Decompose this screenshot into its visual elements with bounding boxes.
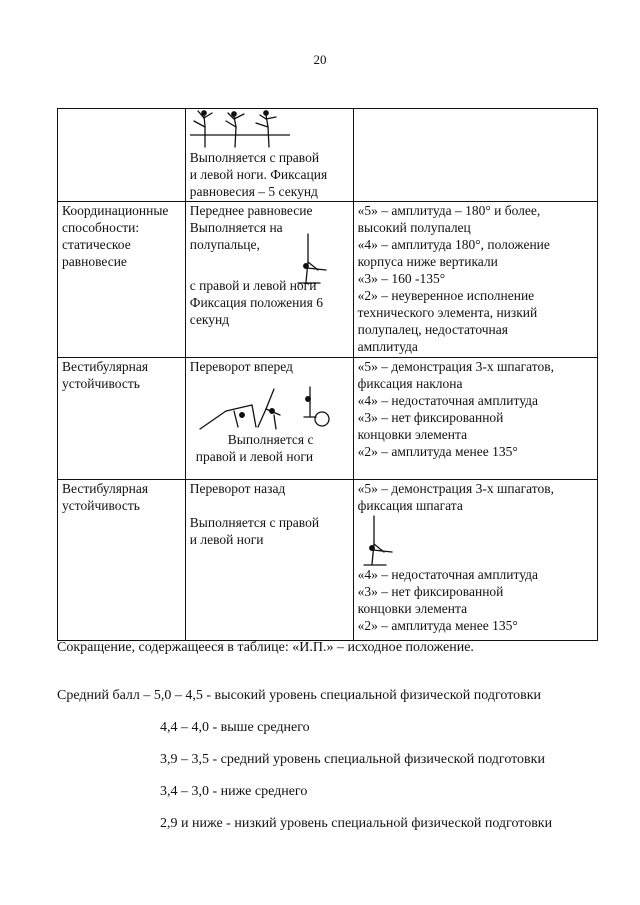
page-number: 20 xyxy=(313,52,327,67)
scoring-line: «5» – демонстрация 3-х шпагатов, xyxy=(357,359,554,374)
exercise-line: и левой ноги xyxy=(189,532,264,547)
row1-exercise-line: и левой ноги. Фиксация xyxy=(189,167,328,182)
exercise-line: секунд xyxy=(189,312,230,327)
scoring-line: концовки элемента xyxy=(357,427,468,442)
exercise-line: Выполняется с xyxy=(227,432,314,447)
row2-exercise-cell xyxy=(185,202,353,358)
exercise-line: Выполняется на xyxy=(189,220,283,235)
row4-exercise-cell xyxy=(185,480,353,641)
criterion-line: Координационные xyxy=(62,203,169,218)
backbend-balance-illustration xyxy=(362,514,398,566)
scale-line-below-average: 3,4 – 3,0 - ниже среднего xyxy=(160,784,308,799)
exercise-line: Переднее равновесие xyxy=(189,203,313,218)
criterion-line: Вестибулярная xyxy=(62,481,149,496)
criterion-line: устойчивость xyxy=(62,376,140,391)
row1-exercise-cell xyxy=(185,109,353,202)
table-row-3 xyxy=(58,358,598,480)
row1-scoring-cell xyxy=(353,109,597,202)
exercise-line: полупальце, xyxy=(189,237,260,252)
row3-scoring-cell xyxy=(353,358,597,480)
row3-criterion-cell xyxy=(58,358,186,480)
row4-criterion-cell xyxy=(58,480,186,641)
table-row-1 xyxy=(58,109,598,202)
scale-line-low: 2,9 и ниже - низкий уровень специальной физической подготовки xyxy=(160,816,553,831)
exercise-line: правой и левой ноги xyxy=(195,449,314,464)
criterion-line: устойчивость xyxy=(62,498,140,513)
front-balance-illustration xyxy=(296,232,332,284)
exercise-line: Переворот вперед xyxy=(189,359,293,374)
exercise-line: Фиксация положения 6 xyxy=(189,295,323,310)
scoring-line: «2» – амплитуда менее 135° xyxy=(357,444,518,459)
criterion-line: Вестибулярная xyxy=(62,359,149,374)
balance-figures-illustration xyxy=(190,109,290,149)
scoring-line: корпуса ниже вертикали xyxy=(357,254,498,269)
scoring-line: «4» – амплитуда 180°, положение xyxy=(357,237,550,252)
scoring-line: «2» – амплитуда менее 135° xyxy=(357,618,518,633)
row1-exercise-line: Выполняется с правой xyxy=(189,150,320,165)
front-walkover-illustration xyxy=(190,375,340,431)
scoring-line: фиксация наклона xyxy=(357,376,463,391)
row1-criterion-cell xyxy=(58,109,186,202)
exercise-line: с правой и левой ноги xyxy=(189,278,317,293)
criterion-line: равновесие xyxy=(62,254,127,269)
scoring-line: технического элемента, низкий xyxy=(357,305,538,320)
scoring-line: высокий полупалец xyxy=(357,220,471,235)
scale-line-average: 3,9 – 3,5 - средний уровень специальной физической подготовки xyxy=(160,752,545,767)
exercise-line: Переворот назад xyxy=(189,481,286,496)
scoring-line: «5» – демонстрация 3-х шпагатов, xyxy=(357,481,554,496)
table-row-4 xyxy=(58,480,598,641)
scoring-line: «5» – амплитуда – 180° и более, xyxy=(357,203,541,218)
assessment-table xyxy=(57,108,598,641)
scale-line-above-average: 4,4 – 4,0 - выше среднего xyxy=(160,720,310,735)
scoring-line: концовки элемента xyxy=(357,601,468,616)
scoring-line: фиксация шпагата xyxy=(357,498,463,513)
scoring-line: амплитуда xyxy=(357,339,418,354)
scoring-line: «3» – 160 -135° xyxy=(357,271,446,286)
abbreviation-note: Сокращение, содержащееся в таблице: «И.П.» – исходное положение. xyxy=(57,640,474,655)
table-row-2 xyxy=(58,202,598,358)
scoring-line: «3» – нет фиксированной xyxy=(357,410,504,425)
criterion-line: статическое xyxy=(62,237,131,252)
scoring-line: «4» – недостаточная амплитуда xyxy=(357,393,538,408)
scoring-line: «3» – нет фиксированной xyxy=(357,584,504,599)
scale-line-high: Средний балл – 5,0 – 4,5 - высокий уровень специальной физической подготовки xyxy=(57,688,542,703)
scoring-line: «2» – неуверенное исполнение xyxy=(357,288,535,303)
row3-exercise-cell xyxy=(185,358,353,480)
exercise-line: Выполняется с правой xyxy=(189,515,320,530)
scoring-line: полупалец, недостаточная xyxy=(357,322,508,337)
row4-scoring-cell xyxy=(353,480,597,641)
criterion-line: способности: xyxy=(62,220,140,235)
scoring-line: «4» – недостаточная амплитуда xyxy=(357,567,538,582)
exercise-line xyxy=(190,497,349,514)
row2-criterion-cell xyxy=(58,202,186,358)
row2-scoring-cell xyxy=(353,202,597,358)
row1-exercise-line: равновесия – 5 секунд xyxy=(189,184,318,199)
